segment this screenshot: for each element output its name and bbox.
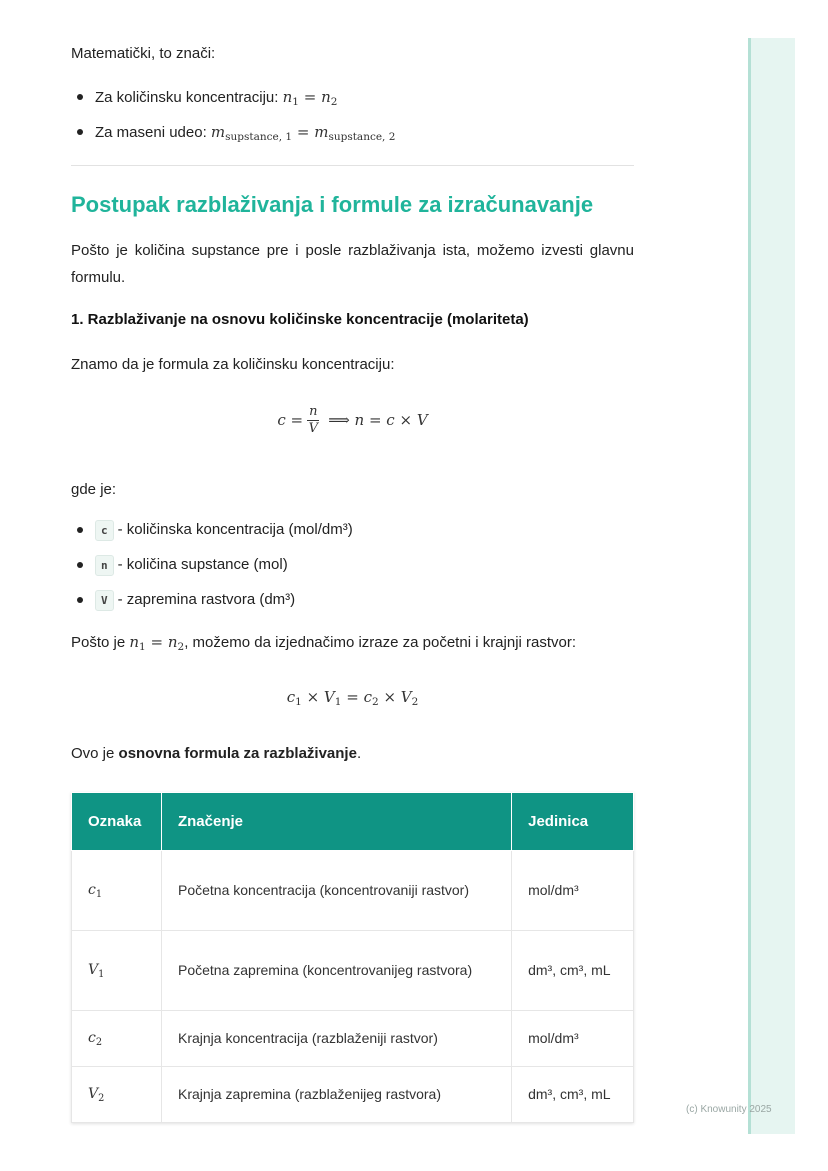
- symbol-cell: $V_2$: [72, 1067, 162, 1123]
- symbol-tag: n: [95, 555, 114, 576]
- divider: [71, 165, 634, 166]
- symbol-cell: $V_1$: [72, 931, 162, 1011]
- variables-table: [71, 792, 634, 1123]
- meaning-cell: Krajnja zapremina (razblaženijeg rastvora): [161, 1067, 511, 1123]
- math-expression: $m_{supstance, 1} = m_{supstance, 2}$: [210, 123, 396, 144]
- symbol-cell: $c_2$: [72, 1011, 162, 1067]
- meaning-cell: Početna zapremina (koncentrovanijeg rastvora): [161, 931, 511, 1011]
- dilution-formula: $c_1 \times V_1 = c_2 \times V_2$: [286, 688, 419, 709]
- conclusion-text: Ovo je osnovna formula za razblaživanje.: [71, 745, 362, 762]
- column-header: Oznaka: [72, 793, 162, 851]
- column-header: Značenje: [161, 793, 511, 851]
- list-item: [71, 82, 634, 117]
- where-label: gde je:: [71, 481, 117, 498]
- meaning-cell: Krajnja koncentracija (razblaženiji rastvor): [161, 1011, 511, 1067]
- list-item: [71, 117, 634, 152]
- unit-cell: dm³, cm³, mL: [512, 1067, 634, 1123]
- definition-item: [71, 515, 634, 550]
- molarity-formula: c = $\frac{n}{V}$ ⟹ n = c × V: [277, 404, 428, 436]
- list-item-label: Za količinsku koncentraciju:: [95, 89, 279, 106]
- symbol-tag: V: [95, 590, 114, 611]
- side-panel: [748, 38, 795, 1134]
- subheading: 1. Razblaživanje na osnovu količinske koncentracije (molariteta): [71, 311, 529, 328]
- unit-cell: dm³, cm³, mL: [512, 931, 634, 1011]
- table-row: [72, 1011, 634, 1067]
- column-header: Jedinica: [512, 793, 634, 851]
- definition-item: [71, 550, 634, 585]
- table-row: [72, 1067, 634, 1123]
- section-title: Postupak razblaživanja i formule za izračunavanje: [71, 192, 594, 217]
- formula-intro: Znamo da je formula za količinsku koncentraciju:: [71, 356, 395, 373]
- section-intro: Pošto je količina supstance pre i posle razblaživanja ista, možemo izvesti glavnu formulu.: [71, 242, 634, 286]
- definition-item: [71, 585, 634, 620]
- table-row: [72, 851, 634, 931]
- conservation-list: [71, 82, 634, 152]
- definition-text: - količina supstance (mol): [117, 556, 288, 573]
- table-row: [72, 931, 634, 1011]
- symbol-tag: c: [95, 520, 114, 541]
- symbol-cell: $c_1$: [72, 851, 162, 931]
- meaning-cell: Početna koncentracija (koncentrovaniji rastvor): [161, 851, 511, 931]
- definition-text: - zapremina rastvora (dm³): [117, 591, 296, 608]
- intro-text: Matematički, to znači:: [71, 45, 216, 62]
- unit-cell: mol/dm³: [512, 851, 634, 931]
- math-expression: $n_1 = n_2$: [282, 88, 338, 109]
- definitions-list: [71, 515, 634, 620]
- unit-cell: mol/dm³: [512, 1011, 634, 1067]
- table-header-row: [72, 793, 634, 851]
- watermark: (c) Knowunity 2025: [686, 1104, 772, 1115]
- definition-text: - količinska koncentracija (mol/dm³): [117, 521, 353, 538]
- list-item-label: Za maseni udeo:: [95, 124, 207, 141]
- equate-text: Pošto je $n_1 = n_2$, možemo da izjednačimo izraze za početni i krajnji rastvor:: [71, 633, 577, 654]
